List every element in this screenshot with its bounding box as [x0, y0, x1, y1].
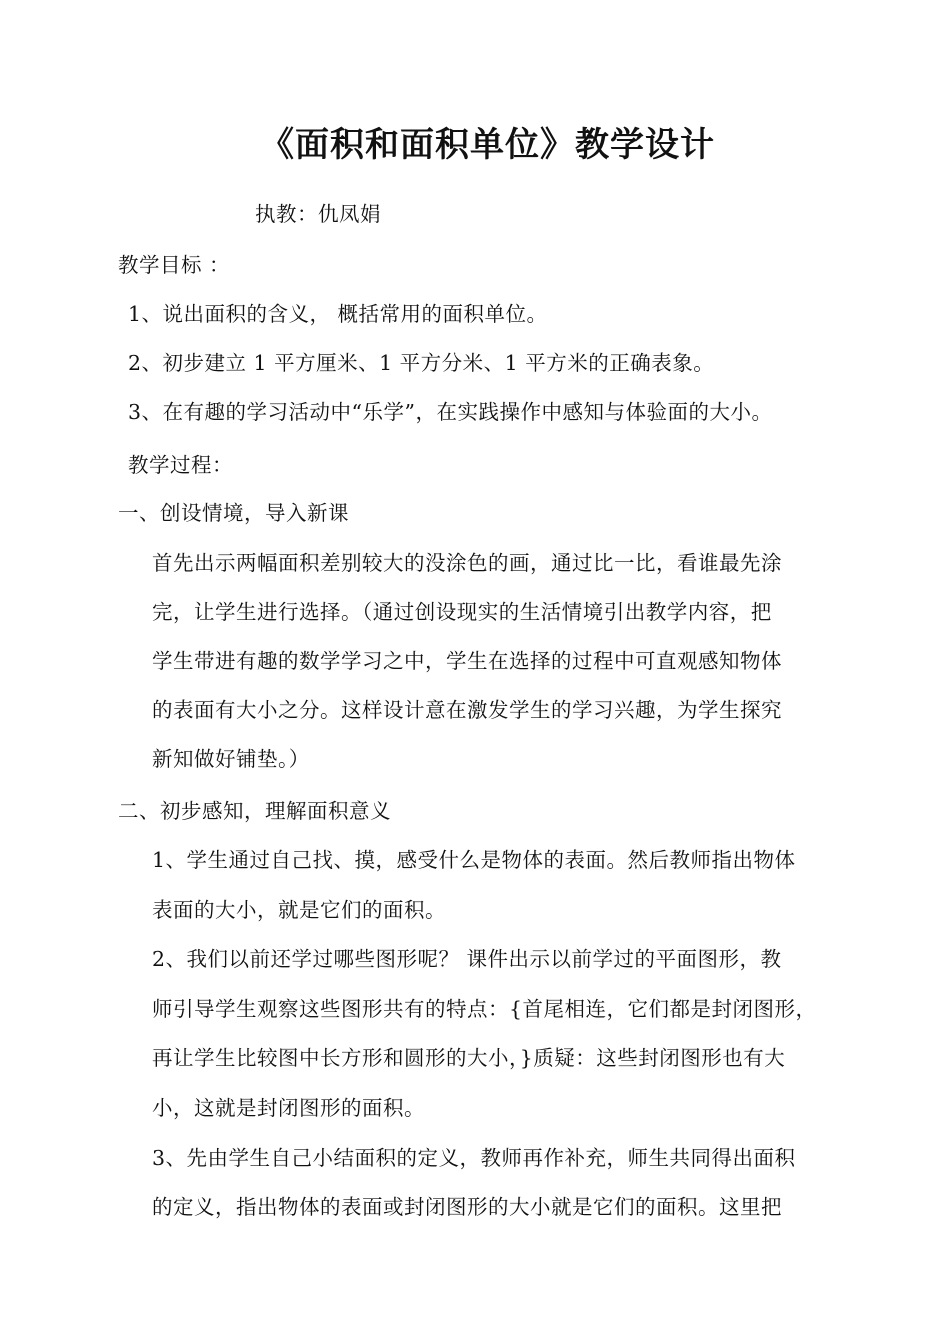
objective-item-1: 1、说出面积的含义， 概括常用的面积单位。	[128, 302, 548, 326]
section-2-line: 2、我们以前还学过哪些图形呢？ 课件出示以前学过的平面图形，教	[152, 947, 782, 971]
objectives-heading: 教学目标 ：	[118, 253, 231, 277]
section-2-line: 3、先由学生自己小结面积的定义，教师再作补充，师生共同得出面积	[152, 1146, 796, 1170]
section-2-line: 表面的大小，就是它们的面积。	[152, 898, 446, 922]
process-heading: 教学过程：	[128, 453, 233, 477]
author-line: 执教：仇凤娟	[255, 202, 381, 226]
section-1-line: 的表面有大小之分。这样设计意在激发学生的学习兴趣，为学生探究	[152, 698, 782, 722]
objective-item-2: 2、初步建立 1 平方厘米、1 平方分米、1 平方米的正确表象。	[128, 351, 715, 375]
section-1-line: 新知做好铺垫。）	[152, 747, 310, 771]
section-2-line: 1、学生通过自己找、摸，感受什么是物体的表面。然后教师指出物体	[152, 848, 796, 872]
section-2-line: 小，这就是封闭图形的面积。	[152, 1096, 425, 1120]
section-2-line: 再让学生比较图中长方形和圆形的大小，}质疑：这些封闭图形也有大	[152, 1046, 786, 1070]
document-title: 《面积和面积单位》教学设计	[260, 125, 715, 165]
section-2-line: 师引导学生观察这些图形共有的特点：{首尾相连，它们都是封闭图形，	[152, 997, 817, 1021]
section-1-line: 完，让学生进行选择。（通过创设现实的生活情境引出教学内容，把	[152, 600, 772, 624]
section-1-line: 学生带进有趣的数学学习之中，学生在选择的过程中可直观感知物体	[152, 649, 782, 673]
section-1-heading: 一、创设情境，导入新课	[118, 501, 349, 525]
section-2-heading: 二、初步感知，理解面积意义	[118, 799, 391, 823]
section-1-line: 首先出示两幅面积差别较大的没涂色的画，通过比一比，看谁最先涂	[152, 551, 782, 575]
section-2-line: 的定义，指出物体的表面或封闭图形的大小就是它们的面积。这里把	[152, 1195, 782, 1219]
objective-item-3: 3、在有趣的学习活动中“乐学”，在实践操作中感知与体验面的大小。	[128, 400, 773, 424]
